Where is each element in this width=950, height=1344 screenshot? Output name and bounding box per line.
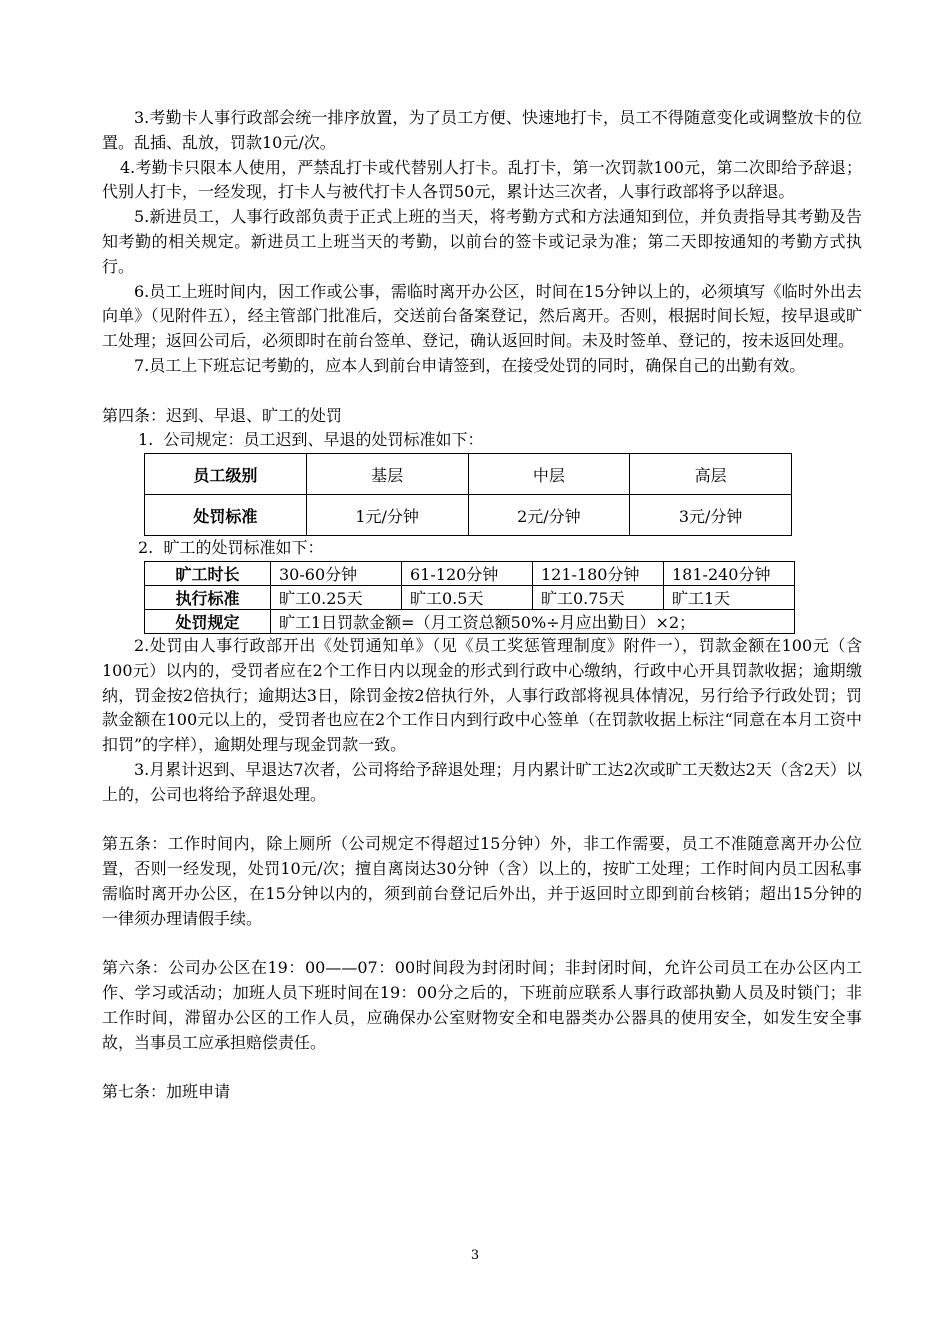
article-4-item-2 bbox=[102, 536, 862, 561]
absence-penalty-table bbox=[144, 561, 795, 634]
table-cell: 旷工1日罚款金额=（月工资总额50%÷月应出勤日）×2； bbox=[271, 609, 795, 633]
table-row bbox=[145, 454, 792, 495]
table-cell: 基层 bbox=[306, 454, 468, 495]
article-4-item-1 bbox=[102, 428, 862, 453]
table-cell: 旷工0.5天 bbox=[402, 585, 533, 609]
spacer bbox=[102, 1056, 862, 1081]
article-7-title: 第七条：加班申请 bbox=[102, 1082, 231, 1102]
table-row bbox=[145, 609, 795, 633]
paragraph-7: 7.员工上下班忘记考勤的，应本人到前台申请签到，在接受处罚的同时，确保自己的出勤有效。 bbox=[134, 355, 806, 375]
item-number: 2. bbox=[138, 538, 154, 558]
table-row bbox=[145, 561, 795, 585]
paragraph-5: 5.新进员工，人事行政部负责于正式上班的当天，将考勤方式和方法通知到位，并负责指导其考勤及告知考勤的相关规定。新进员工上班当天的考勤，以前台的签卡或记录为准；第二天即按通知的考勤方式执行。 bbox=[102, 207, 862, 276]
lateness-penalty-table bbox=[144, 453, 792, 536]
table-cell: 2元/分钟 bbox=[468, 495, 630, 536]
article-4-title: 第四条：迟到、早退、旷工的处罚 bbox=[102, 405, 343, 425]
paragraph-4: 4.考勤卡只限本人使用，严禁乱打卡或代替别人打卡。乱打卡，第一次罚款100元，第二次即给予辞退；代别人打卡，一经发现，打卡人与被代打卡人各罚50元，累计达三次者，人事行政部将予以辞退。 bbox=[102, 157, 862, 202]
table-cell: 中层 bbox=[468, 454, 630, 495]
spacer bbox=[102, 808, 862, 833]
table-cell: 执行标准 bbox=[145, 585, 271, 609]
table-row bbox=[145, 585, 795, 609]
article-6: 第六条：公司办公区在19：00——07：00时间段为封闭时间；非封闭时间，允许公司员工在办公区内工作、学习或活动；加班人员下班时间在19：00分之后的，下班前应联系人事行政部执勤人员及时锁门；非工作时间，滞留办公区的工作人员，应确保办公室财物安全和电器类办公器具的使用安全，如发生安全事故，当事员工应承担赔偿责任。 bbox=[102, 958, 862, 1052]
table-cell: 高层 bbox=[630, 454, 792, 495]
page-content bbox=[102, 106, 862, 1105]
spacer bbox=[102, 932, 862, 957]
table-cell: 旷工时长 bbox=[145, 561, 271, 585]
table-cell: 181-240分钟 bbox=[664, 561, 795, 585]
table-cell: 员工级别 bbox=[145, 454, 307, 495]
paragraph-3: 3.考勤卡人事行政部会统一排序放置，为了员工方便、快速地打卡，员工不得随意变化或调整放卡的位置。乱插、乱放，罚款10元/次。 bbox=[102, 108, 862, 152]
table-cell: 61-120分钟 bbox=[402, 561, 533, 585]
table-cell: 处罚标准 bbox=[145, 495, 307, 536]
table-cell: 旷工0.75天 bbox=[533, 585, 664, 609]
page-number: 3 bbox=[470, 1248, 480, 1263]
table-cell: 旷工0.25天 bbox=[271, 585, 402, 609]
table-row bbox=[145, 495, 792, 536]
item-number: 1. bbox=[138, 430, 154, 450]
article-4-para-2: 2.处罚由人事行政部开出《处罚通知单》（见《员工奖惩管理制度》附件一），罚款金额在100元（含100元）以内的，受罚者应在2个工作日内以现金的形式到行政中心缴纳，行政中心开具罚款收据；逾期缴纳，罚金按2倍执行；逾期达3日，除罚金按2倍执行外，人事行政部将视具体情况，另行给予行政处罚；罚款金额在100元以上的，受罚者也应在2个工作日内到行政中心签单（在罚款收据上标注“同意在本月工资中扣罚”的字样），逾期处理与现金罚款一致。 bbox=[102, 635, 862, 755]
paragraph-6: 6.员工上班时间内，因工作或公事，需临时离开办公区，时间在15分钟以上的，必须填写《临时外出去向单》（见附件五），经主管部门批准后，交送前台备案登记，然后离开。否则，根据时间长短，按早退或旷工处理；返回公司后，必须即时在前台签单、登记，确认返回时间。未及时签单、登记的，按未返回处理。 bbox=[102, 281, 862, 351]
table-cell: 1元/分钟 bbox=[306, 495, 468, 536]
article-5: 第五条：工作时间内，除上厕所（公司规定不得超过15分钟）外，非工作需要，员工不准随意离开办公位置，否则一经发现，处罚10元/次；擅自离岗达30分钟（含）以上的，按旷工处理；工作时间内员工因私事需临时离开办公区，在15分钟以内的，须到前台登记后外出，并于返回时立即到前台核销；超出15分钟的一律须办理请假手续。 bbox=[102, 834, 862, 928]
table-cell: 旷工1天 bbox=[664, 585, 795, 609]
table-cell: 30-60分钟 bbox=[271, 561, 402, 585]
item-text: 公司规定：员工迟到、早退的处罚标准如下： bbox=[163, 430, 484, 450]
article-4-para-3: 3.月累计迟到、早退达7次者，公司将给予辞退处理；月内累计旷工达2次或旷工天数达2天（含2天）以上的，公司也将给予辞退处理。 bbox=[102, 759, 862, 804]
item-text: 旷工的处罚标准如下： bbox=[163, 538, 324, 558]
table-cell: 3元/分钟 bbox=[630, 495, 792, 536]
table-cell: 121-180分钟 bbox=[533, 561, 664, 585]
table-cell: 处罚规定 bbox=[145, 609, 271, 633]
spacer bbox=[102, 379, 862, 404]
